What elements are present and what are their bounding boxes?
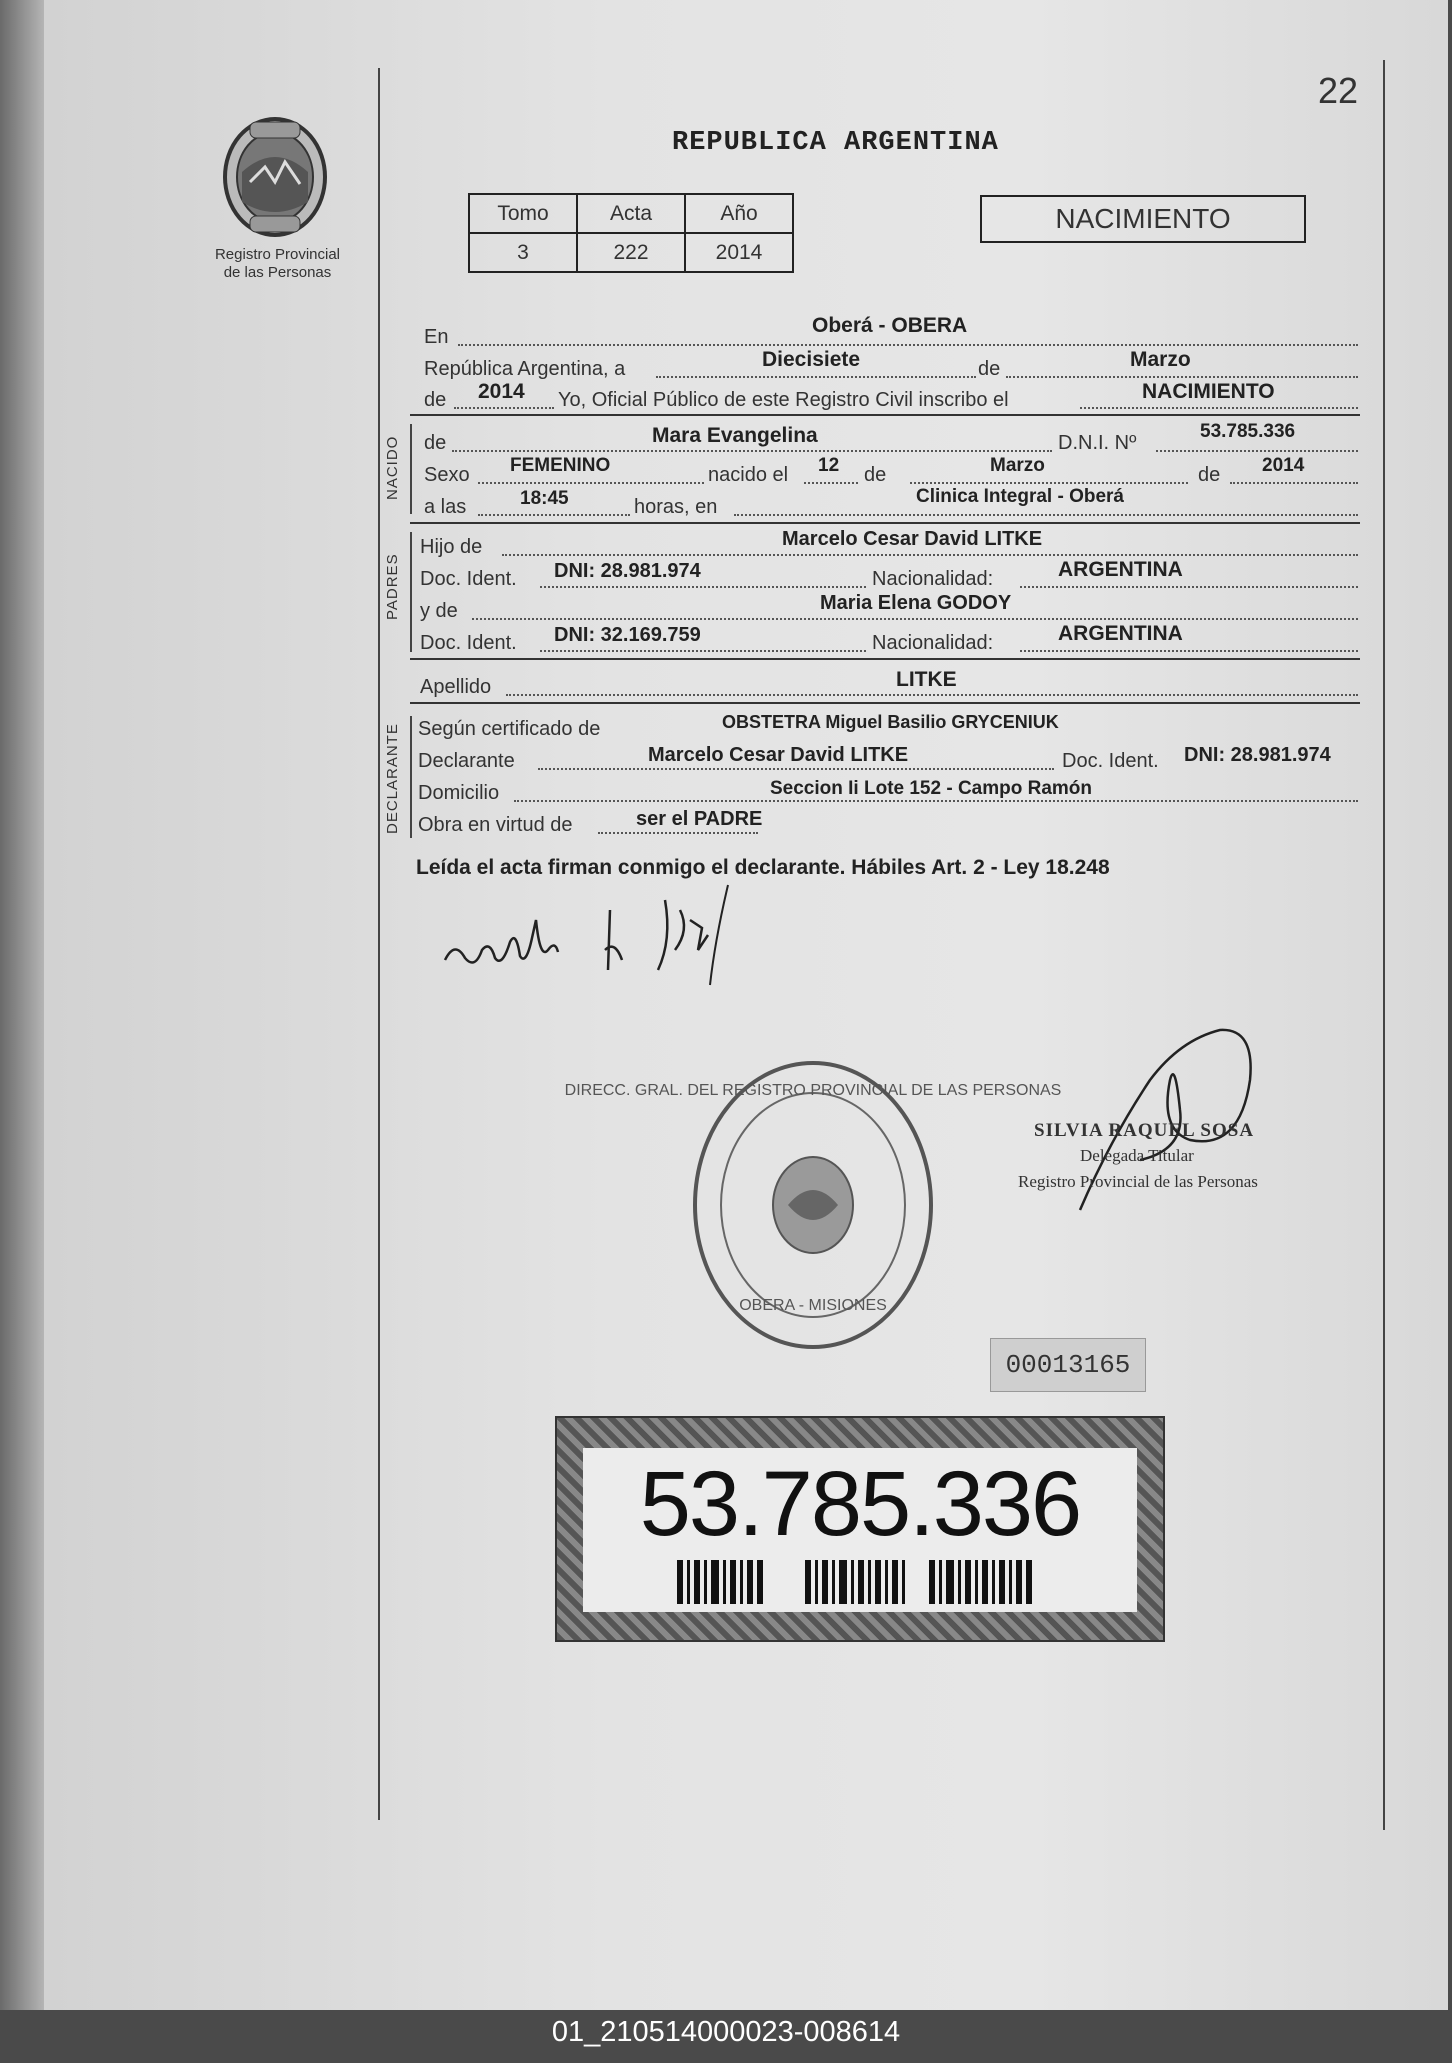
dotted-line <box>1230 482 1358 484</box>
dotted-line <box>458 344 1358 346</box>
dotted-line <box>804 482 858 484</box>
nacionalidad-label: Nacionalidad: <box>872 632 994 654</box>
dotted-line <box>514 800 1358 802</box>
section-divider <box>410 702 1360 704</box>
year-value: 2014 <box>478 380 525 403</box>
nacido-label: nacido el <box>708 464 789 486</box>
inscribo-value: NACIMIENTO <box>1142 380 1275 403</box>
left-margin-line <box>378 68 380 1820</box>
dotted-line <box>598 832 758 834</box>
obra-value: ser el PADRE <box>636 808 763 830</box>
section-bracket <box>410 424 412 514</box>
birth-place: Clinica Integral - Oberá <box>916 486 1124 507</box>
dotted-line <box>454 407 554 409</box>
de2-label: de <box>424 389 447 411</box>
dni-label: D.N.I. Nº <box>1058 432 1137 454</box>
dotted-line <box>1020 650 1358 652</box>
dotted-line <box>502 554 1358 556</box>
sexo-label: Sexo <box>424 464 470 486</box>
doc-label: Doc. Ident. <box>420 632 517 654</box>
id-label <box>555 1416 1165 1642</box>
section-bracket <box>410 716 412 838</box>
scan-footer-id: 01_210514000023-008614 <box>551 2016 901 2048</box>
section-label-nacido: NACIDO <box>384 435 401 500</box>
province-seal-icon <box>220 112 330 242</box>
child-dni: 53.785.336 <box>1200 421 1296 442</box>
de-label: de <box>978 358 1001 380</box>
page-number: 22 <box>1318 70 1359 111</box>
official-office: Registro Provincial de las Personas <box>1018 1172 1258 1191</box>
barcode-icon <box>677 1560 1041 1604</box>
apellido-value: LITKE <box>896 668 957 691</box>
cert-label: Según certificado de <box>418 718 601 740</box>
republica-label: República Argentina, a <box>424 358 626 380</box>
closing-note: Leída el acta firman conmigo el declarante. Hábiles Art. 2 - Ley 18.248 <box>416 856 1110 879</box>
section-divider <box>410 658 1360 660</box>
dotted-line <box>734 514 1358 516</box>
child-name: Mara Evangelina <box>652 424 818 447</box>
domicilio-label: Domicilio <box>418 782 500 804</box>
page-edge <box>0 0 44 2010</box>
document-page <box>44 0 1448 2010</box>
stamp-ring-text: DIRECC. GRAL. DEL REGISTRO PROVINCIAL DE LAS PERSONAS <box>564 1082 1062 1099</box>
sexo-value: FEMENINO <box>510 455 611 476</box>
registry-table <box>468 193 794 273</box>
value-ano: 2014 <box>685 233 793 272</box>
official-role: Delegada Titular <box>1080 1146 1194 1165</box>
birth-month: Marzo <box>990 455 1045 476</box>
mother-name: Maria Elena GODOY <box>820 592 1012 614</box>
dotted-line <box>910 482 1188 484</box>
nacionalidad-label: Nacionalidad: <box>872 568 994 590</box>
month-value: Marzo <box>1130 348 1191 371</box>
right-margin-line <box>1383 60 1385 1830</box>
en-label: En <box>424 326 449 348</box>
value-tomo: 3 <box>469 233 577 272</box>
birth-year: 2014 <box>1262 455 1305 476</box>
section-label-declarante: DECLARANTE <box>384 723 401 834</box>
document-type-box: NACIMIENTO <box>980 195 1306 243</box>
page-title: REPUBLICA ARGENTINA <box>672 128 999 158</box>
mother-doc: DNI: 32.169.759 <box>554 624 701 646</box>
id-label-inner <box>583 1448 1137 1612</box>
dotted-line <box>540 586 866 588</box>
official-stamp-icon <box>564 1055 1062 1355</box>
header-ano: Año <box>685 194 793 233</box>
de-label: de <box>864 464 887 486</box>
horas-label: horas, en <box>634 496 718 518</box>
place-value: Oberá - OBERA <box>812 314 968 337</box>
doc-label: Doc. Ident. <box>420 568 517 590</box>
section-bracket <box>410 532 412 652</box>
dotted-line <box>1020 586 1358 588</box>
father-nationality: ARGENTINA <box>1058 558 1183 581</box>
dotted-line <box>472 618 1358 620</box>
dotted-line <box>478 514 630 516</box>
logo-caption: Registro Provincial de las Personas <box>214 246 341 281</box>
obra-label: Obra en virtud de <box>418 814 573 836</box>
declarante-value: Marcelo Cesar David LITKE <box>648 744 909 766</box>
declarante-doc: DNI: 28.981.974 <box>1184 744 1331 766</box>
dotted-line <box>538 768 1054 770</box>
alas-label: a las <box>424 496 467 518</box>
declarant-signature-icon <box>440 880 740 990</box>
yde-label: y de <box>420 600 458 622</box>
serial-number: 00013165 <box>990 1338 1146 1392</box>
declarante-label: Declarante <box>418 750 515 772</box>
father-name: Marcelo Cesar David LITKE <box>782 528 1043 550</box>
dotted-line <box>1156 450 1358 452</box>
father-doc: DNI: 28.981.974 <box>554 560 701 582</box>
header-acta: Acta <box>577 194 685 233</box>
birth-time: 18:45 <box>520 488 569 509</box>
dotted-line <box>506 694 1358 696</box>
day-value: Diecisiete <box>762 348 861 371</box>
section-divider <box>410 522 1360 524</box>
official-name: SILVIA RAQUEL SOSA <box>1034 1120 1255 1141</box>
birth-day: 12 <box>818 455 840 476</box>
cert-value: OBSTETRA Miguel Basilio GRYCENIUK <box>722 712 1059 732</box>
yo-label: Yo, Oficial Público de este Registro Civil inscribo el <box>558 389 1009 411</box>
stamp-city-text: OBERA - MISIONES <box>739 1297 887 1314</box>
apellido-label: Apellido <box>420 676 492 698</box>
dotted-line <box>478 482 704 484</box>
section-divider <box>410 414 1360 416</box>
dotted-line <box>1080 407 1358 409</box>
de-label: de <box>1198 464 1221 486</box>
de-label: de <box>424 432 447 454</box>
domicilio-value: Seccion Ii Lote 152 - Campo Ramón <box>770 778 1093 799</box>
mother-nationality: ARGENTINA <box>1058 622 1183 645</box>
hijo-label: Hijo de <box>420 536 483 558</box>
dotted-line <box>1006 376 1358 378</box>
dotted-line <box>540 650 866 652</box>
dotted-line <box>656 376 976 378</box>
doc-label: Doc. Ident. <box>1062 750 1159 772</box>
value-acta: 222 <box>577 233 685 272</box>
section-label-padres: PADRES <box>384 553 401 620</box>
header-tomo: Tomo <box>469 194 577 233</box>
dotted-line <box>452 450 1052 452</box>
id-label-number: 53.785.336 <box>639 1453 1081 1555</box>
